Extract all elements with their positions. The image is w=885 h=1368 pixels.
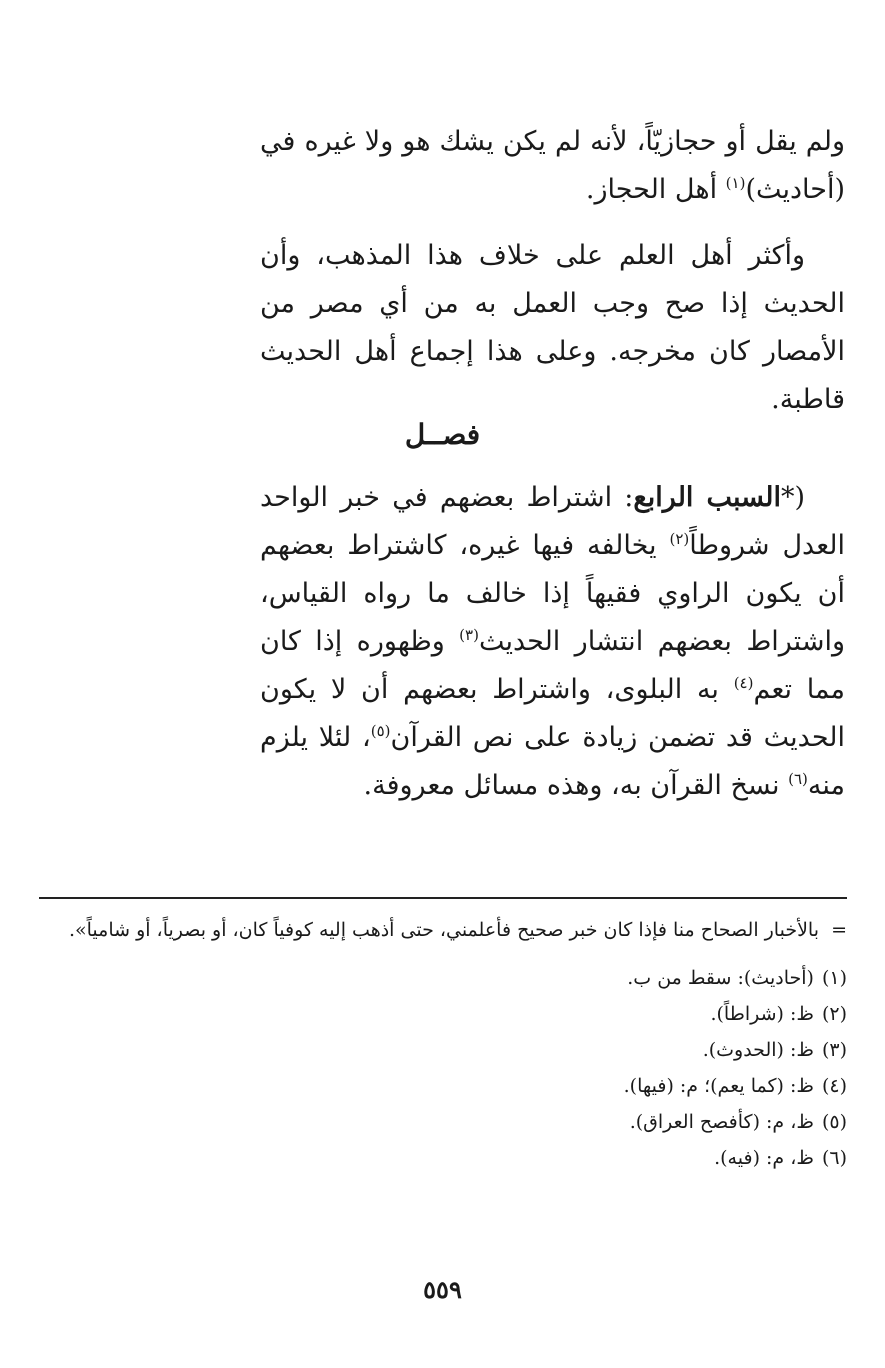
continuation-text: بالأخبار الصحاح منا فإذا كان خبر صحيح فأعلمني، حتى أذهب إليه كوفياً كان، أو بصرياً، أو شامياً». (68, 919, 819, 941)
paragraph-3-open-mark: (* (780, 482, 805, 513)
footnote-divider (39, 897, 847, 899)
paragraph-2 (260, 232, 845, 424)
footnote-number: (٥) (821, 1111, 847, 1133)
paragraph-3-seg1: : اشتراط بعضهم في خبر الواحد العدل شروطاً (260, 482, 845, 561)
footnote-ref-4[interactable]: (٤) (733, 674, 754, 692)
footnote-item (35, 996, 847, 1032)
footnote-item (35, 1104, 847, 1140)
page-number: ٥٥٩ (423, 1275, 462, 1304)
footnote-item (35, 1068, 847, 1104)
footnote-text: ظ: (شراطاً). (710, 1003, 814, 1025)
footnote-ref-6[interactable]: (٦) (788, 770, 808, 788)
footnote-ref-2[interactable]: (٢) (669, 530, 690, 548)
footnote-number: (٦) (821, 1147, 847, 1169)
footnote-text: ظ، م: (كأفصح العراق). (629, 1111, 814, 1133)
paragraph-3-seg3: وظهوره إذا كان مما تعم (260, 626, 846, 705)
paragraph-1-text (260, 118, 845, 214)
footnote-ref-1[interactable]: (١) (725, 174, 746, 192)
footnote-text: ظ، م: (فيه). (714, 1147, 814, 1169)
paragraph-1 (260, 118, 845, 214)
footnote-number: (٣) (821, 1039, 847, 1061)
paragraph-3-seg6: نسخ القرآن به، وهذه مسائل معروفة. (363, 770, 789, 801)
footnotes (35, 914, 847, 1176)
paragraph-3-seg5: ، لئلا يلزم منه (260, 722, 845, 801)
paragraph-2-text (260, 232, 845, 424)
paragraph-2-body: وأكثر أهل العلم على خلاف هذا المذهب، وأن الحديث إذا صح وجب العمل به من أي مصر من الأمصار كان مخرجه. وعلى هذا إجماع أهل الحديث قاطبة. (260, 240, 845, 415)
footnote-text: (أحاديث): سقط من ب. (627, 967, 814, 989)
footnote-number: (٢) (821, 1003, 847, 1025)
footnote-item (35, 1140, 847, 1176)
footnote-ref-3[interactable]: (٣) (459, 626, 479, 644)
footnote-item (35, 960, 847, 996)
paragraph-1-body: ولم يقل أو حجازيّاً، لأنه لم يكن يشك هو ولا غيره في (أحاديث) (260, 126, 845, 205)
continuation-mark: = (831, 919, 847, 941)
footnote-number: (٤) (821, 1075, 847, 1097)
paragraph-3-seg4: به البلوى، واشتراط بعضهم أن لا يكون الحديث قد تضمن زيادة على نص القرآن (260, 674, 845, 753)
paragraph-3 (260, 474, 845, 810)
footnote-text: ظ: (كما يعم)؛ م: (فيها). (623, 1075, 814, 1097)
footnote-text: ظ: (الحدوث). (702, 1039, 814, 1061)
footnote-ref-5[interactable]: (٥) (370, 722, 391, 740)
paragraph-3-lead: السبب الرابع (633, 482, 781, 513)
paragraph-3-text (260, 474, 845, 810)
paragraph-1-tail: أهل الحجاز. (585, 174, 726, 205)
section-heading: فصــل (404, 418, 481, 451)
footnote-number: (١) (821, 967, 847, 989)
footnote-continuation (35, 914, 847, 946)
paragraph-3-seg2: يخالفه فيها غيره، كاشتراط بعضهم أن يكون الراوي فقيهاً إذا خالف ما رواه القياس، واشتراط بعضهم انتشار الحديث (260, 530, 845, 657)
footnote-item (35, 1032, 847, 1068)
